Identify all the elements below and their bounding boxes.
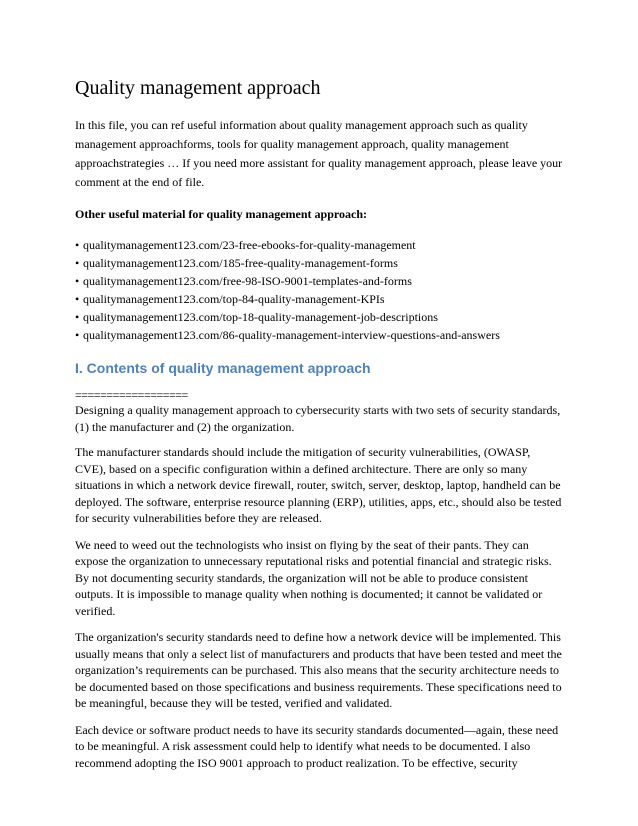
list-item[interactable] — [75, 254, 563, 272]
body-paragraph-5: Each device or software product needs to have its security standards documented—again, these need to be meaningful. A risk assessment could help to identify what needs to be documented. I also recommend adopting the ISO 9001 approach to product realization. To be effective, security — [75, 722, 559, 770]
section-heading: I. Contents of quality management approach — [75, 360, 371, 376]
list-item[interactable] — [75, 236, 563, 254]
body-paragraph-3: We need to weed out the technologists who insist on flying by the seat of their pants. They can expose the organization to unnecessary reputational risks and potential financial and strategic risks. By not documenting security standards, the organization will not be able to produce consistent outputs. It is impossible to manage quality when nothing is documented; it cannot be validated or verified. — [75, 537, 552, 618]
link-text[interactable]: qualitymanagement123.com/185-free-quality-management-forms — [83, 256, 398, 270]
list-item[interactable] — [75, 290, 563, 308]
link-text[interactable]: qualitymanagement123.com/top-84-quality-management-KPIs — [83, 292, 385, 306]
link-text[interactable]: qualitymanagement123.com/86-quality-management-interview-questions-and-answers — [83, 328, 500, 342]
list-item[interactable] — [75, 308, 563, 326]
body-paragraph-2: The manufacturer standards should include the mitigation of security vulnerabilities, (OWASP, CVE), based on a specific configuration within a defined architecture. There are only so many situations in which a network device firewall, router, switch, server, desktop, laptop, handheld can be deployed. The software, enterprise resource planning (ERP), utilities, apps, etc., should also be tested for security vulnerabilities before they are released. — [75, 445, 562, 525]
document-content — [75, 76, 563, 781]
link-text[interactable]: qualitymanagement123.com/free-98-ISO-9001-templates-and-forms — [83, 274, 412, 288]
rule-divider: ================== — [75, 388, 188, 402]
bullet-icon: • — [75, 310, 80, 324]
intro-paragraph: In this file, you can ref useful information about quality management approach such as quality management approachforms, tools for quality management approach, quality management approachstrategies … If you need more assistant for quality management approach, please leave your comment at the end of file. — [75, 118, 563, 189]
bullet-icon: • — [75, 328, 80, 342]
links-heading: Other useful material for quality management approach: — [75, 207, 367, 221]
document-title: Quality management approach — [75, 77, 321, 99]
link-text[interactable]: qualitymanagement123.com/23-free-ebooks-for-quality-management — [83, 238, 416, 252]
link-text[interactable]: qualitymanagement123.com/top-18-quality-management-job-descriptions — [83, 310, 438, 324]
bullet-icon: • — [75, 292, 80, 306]
bullet-icon: • — [75, 256, 80, 270]
body-paragraph-4: The organization's security standards need to define how a network device will be implemented. This usually means that only a select list of manufacturers and products that have been tested and meet the organization’s requirements can be purchased. This also means that the security architecture needs to be documented based on those specifications and business requirements. These specifications need to be meaningful, because they will be tested, verified and validated. — [75, 630, 562, 710]
bullet-icon: • — [75, 274, 80, 288]
list-item[interactable] — [75, 272, 563, 290]
body-paragraph-1: Designing a quality management approach to cybersecurity starts with two sets of security standards, (1) the manufacturer and (2) the organization. — [75, 403, 561, 434]
bullet-icon: • — [75, 238, 80, 252]
links-list — [75, 236, 563, 344]
list-item[interactable] — [75, 326, 563, 344]
